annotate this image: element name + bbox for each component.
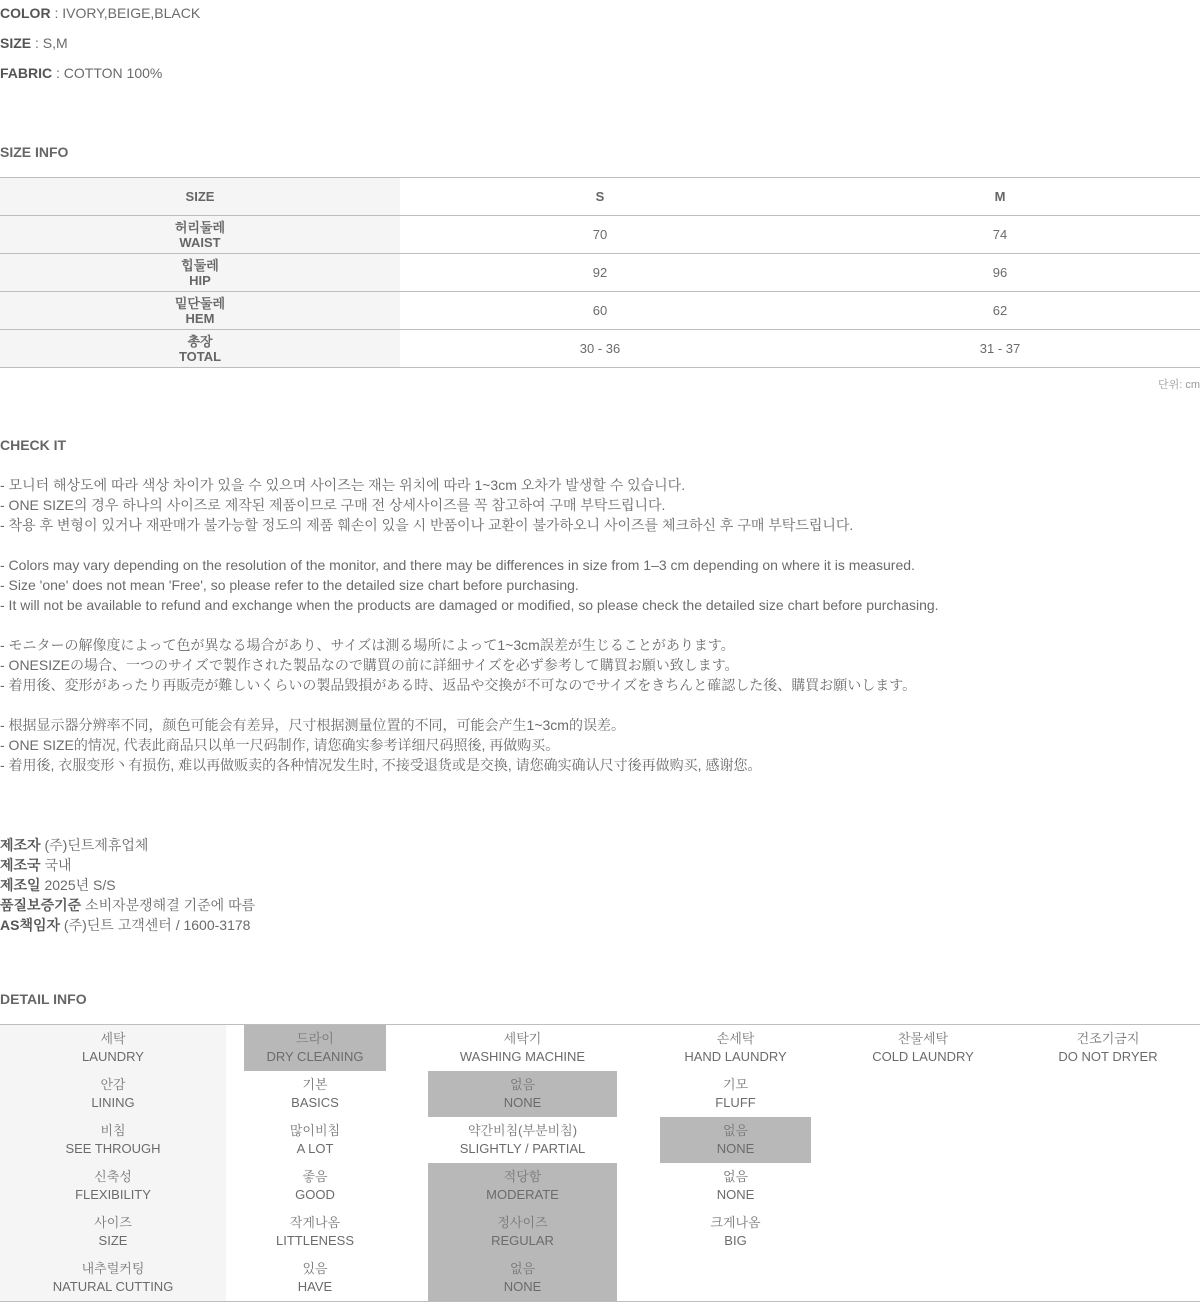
spec-color [0,3,200,23]
detail-kr: 안감 [100,1077,126,1092]
note-line: - Colors may vary depending on the resolution of the monitor, and there may be differences in size from 1–3 cm depending on where it is measured. [0,557,915,573]
maker-label: 제조자 [0,837,41,853]
size-header-s: S [400,178,800,216]
measure-s: 30 - 36 [400,330,800,368]
maker-value: 국내 [44,857,72,873]
detail-option-selected [428,1255,617,1301]
maker-label: 품질보증기준 [0,897,82,913]
note-line: - Size 'one' does not mean 'Free', so please refer to the detailed size chart before purchasing. [0,577,579,593]
detail-option [660,1071,811,1117]
table-row [0,330,1200,368]
measure-en: HEM [185,310,215,326]
measure-en: TOTAL [178,348,222,364]
measure-label [0,292,400,330]
detail-option [660,1209,811,1255]
detail-option-selected [428,1209,617,1255]
maker-value: (주)딘트제휴업체 [44,837,149,853]
measure-m: 74 [800,216,1200,254]
detail-kr: 없음 [509,1077,536,1092]
maker-line [0,895,255,915]
detail-en: NONE [503,1279,542,1294]
measure-s: 60 [400,292,800,330]
detail-kr: 비침 [100,1123,126,1138]
spec-size [0,33,68,53]
detail-option [428,1117,617,1163]
detail-option [660,1163,811,1209]
measure-m: 96 [800,254,1200,292]
notes-english [0,555,939,615]
detail-option [244,1209,386,1255]
detail-en: REGULAR [491,1233,554,1248]
detail-en: FLEXIBILITY [75,1187,151,1202]
detail-row-head [0,1117,226,1163]
note-line: - モニターの解像度によって色が異なる場合があり、サイズは測る場所によって1~3cm誤差が生じることがあります。 [0,637,735,653]
manufacturer-info [0,835,255,935]
notes-chinese [0,715,761,775]
size-table [0,177,1200,368]
spec-value: : S,M [31,35,68,51]
measure-en: HIP [189,272,211,288]
maker-label: 제조국 [0,857,41,873]
detail-en: GOOD [295,1187,335,1202]
detail-info-title: DETAIL INFO [0,991,87,1007]
measure-label [0,254,400,292]
detail-row-head [0,1071,226,1117]
measure-en: WAIST [179,234,221,250]
detail-option [244,1255,386,1301]
detail-option-selected [428,1071,617,1117]
detail-en: NATURAL CUTTING [52,1279,174,1294]
detail-en: BIG [724,1233,747,1248]
detail-row-head [0,1025,226,1071]
check-it-title: CHECK IT [0,437,67,453]
detail-en: HAVE [297,1279,333,1294]
detail-option [244,1163,386,1209]
detail-kr: 좋음 [302,1169,328,1184]
detail-en: HAND LAUNDRY [684,1049,787,1064]
spec-fabric [0,63,162,83]
detail-kr: 많이비침 [289,1123,341,1138]
maker-label: AS책임자 [0,917,61,933]
spec-label: FABRIC [0,65,53,81]
table-row [0,254,1200,292]
maker-value: (주)딘트 고객센터 / 1600-3178 [63,917,251,933]
size-header-label: SIZE [0,178,400,216]
detail-en: WASHING MACHINE [459,1049,586,1064]
note-line: - 着用後、変形があったり再販売が難しいくらいの製品毀損がある時、返品や交換が不可なのでサイズをきちんと確認した後、購買お願いします。 [0,677,917,693]
maker-line [0,855,255,875]
detail-row-head [0,1209,226,1255]
detail-kr: 사이즈 [94,1215,132,1230]
table-row [0,178,1200,216]
table-row [0,292,1200,330]
measure-label [0,330,400,368]
spec-value: : COTTON 100% [52,65,163,81]
spec-value: : IVORY,BEIGE,BLACK [50,5,201,21]
maker-value: 소비자분쟁해결 기준에 따름 [85,897,256,913]
detail-kr: 정사이즈 [497,1215,548,1230]
detail-kr: 드라이 [296,1031,334,1046]
note-line: - ONESIZEの場合、一つのサイズで製作された製品なので購買の前に詳細サイズを必ず参考して購買お願い致します。 [0,657,739,673]
detail-option [846,1025,1000,1071]
note-line: - 根据显示器分辨率不同，颜色可能会有差异，尺寸根据测量位置的不同，可能会产生1~3cm的误差。 [0,717,625,733]
detail-option-selected [428,1163,617,1209]
detail-kr: 약간비침(부분비침) [467,1123,578,1138]
size-info-title: SIZE INFO [0,144,69,160]
detail-en: SEE THROUGH [65,1141,161,1156]
notes-japanese [0,635,916,695]
measure-kr: 허리둘레 [174,219,226,235]
detail-kr: 없음 [722,1123,749,1138]
detail-option [244,1071,386,1117]
size-header-m: M [800,178,1200,216]
detail-kr: 있음 [302,1261,328,1276]
detail-en: NONE [503,1095,542,1110]
measure-m: 62 [800,292,1200,330]
detail-row-head [0,1255,226,1301]
detail-kr: 적당함 [503,1169,542,1184]
note-line: - 착용 후 변형이 있거나 재판매가 불가능할 정도의 제품 훼손이 있을 시 반품이나 교환이 불가하오니 사이즈를 체크하신 후 구매 부탁드립니다. [0,517,854,533]
detail-kr: 기본 [302,1077,328,1092]
note-line: - ONE SIZE的情况, 代表此商品只以单一尺码制作, 请您确实参考详细尺码照後, 再做购买。 [0,737,560,753]
detail-en: DO NOT DRYER [1058,1049,1158,1064]
note-line: - ONE SIZE의 경우 하나의 사이즈로 제작된 제품이므로 구매 전 상세사이즈를 꼭 참고하여 구매 부탁드립니다. [0,497,666,513]
spec-label: SIZE [0,35,32,51]
table-row [0,216,1200,254]
detail-en: FLUFF [715,1095,756,1110]
detail-option-selected [660,1117,811,1163]
detail-kr: 기모 [722,1077,749,1092]
detail-kr: 내추럴커팅 [81,1261,145,1276]
detail-kr: 세탁 [100,1031,126,1046]
maker-label: 제조일 [0,877,41,893]
maker-line [0,915,255,935]
maker-line [0,875,255,895]
detail-en: LINING [91,1095,135,1110]
note-line: - 모니터 해상도에 따라 색상 차이가 있을 수 있으며 사이즈는 재는 위치에 따라 1~3cm 오차가 발생할 수 있습니다. [0,477,686,493]
maker-value: 2025년 S/S [44,877,116,893]
measure-s: 92 [400,254,800,292]
detail-kr: 찬물세탁 [897,1031,949,1046]
detail-en: LITTLENESS [275,1233,355,1248]
notes-korean [0,475,853,535]
detail-en: BASICS [291,1095,339,1110]
detail-kr: 없음 [509,1261,536,1276]
measure-kr: 힙둘레 [181,257,219,273]
measure-m: 31 - 37 [800,330,1200,368]
detail-kr: 건조기금지 [1076,1031,1140,1046]
detail-kr: 신축성 [94,1169,132,1184]
detail-option [660,1025,811,1071]
detail-en: LAUNDRY [82,1049,144,1064]
detail-en: MODERATE [486,1187,559,1202]
detail-en: NONE [716,1141,755,1156]
unit-note: 단위: cm [1157,379,1200,391]
measure-kr: 밑단둘레 [174,295,226,311]
detail-option [244,1117,386,1163]
detail-kr: 크게나옴 [710,1215,761,1230]
detail-kr: 없음 [722,1169,749,1184]
maker-line [0,835,255,855]
detail-en: SLIGHTLY / PARTIAL [459,1141,586,1156]
detail-en: DRY CLEANING [266,1049,364,1064]
detail-info-table [0,1024,1200,1302]
detail-en: SIZE [98,1233,128,1248]
spec-label: COLOR [0,5,51,21]
measure-label [0,216,400,254]
detail-option [1030,1025,1186,1071]
measure-s: 70 [400,216,800,254]
detail-option-selected [244,1025,386,1071]
detail-en: NONE [716,1187,755,1202]
note-line: - It will not be available to refund and exchange when the products are damaged or modified, so please check the detailed size chart before purchasing. [0,597,939,613]
note-line: - 着用後, 衣服变形丶有损伤, 难以再做贩卖的各种情况发生时, 不接受退货或是交換, 请您确实确认尺寸後再做购买, 感谢您。 [0,757,762,773]
detail-kr: 세탁기 [503,1031,542,1046]
detail-row-head [0,1163,226,1209]
measure-kr: 총장 [187,333,213,349]
detail-en: COLD LAUNDRY [872,1049,974,1064]
detail-en: A LOT [296,1141,334,1156]
detail-option [428,1025,617,1071]
detail-kr: 작게나옴 [289,1215,341,1230]
detail-kr: 손세탁 [716,1031,755,1046]
